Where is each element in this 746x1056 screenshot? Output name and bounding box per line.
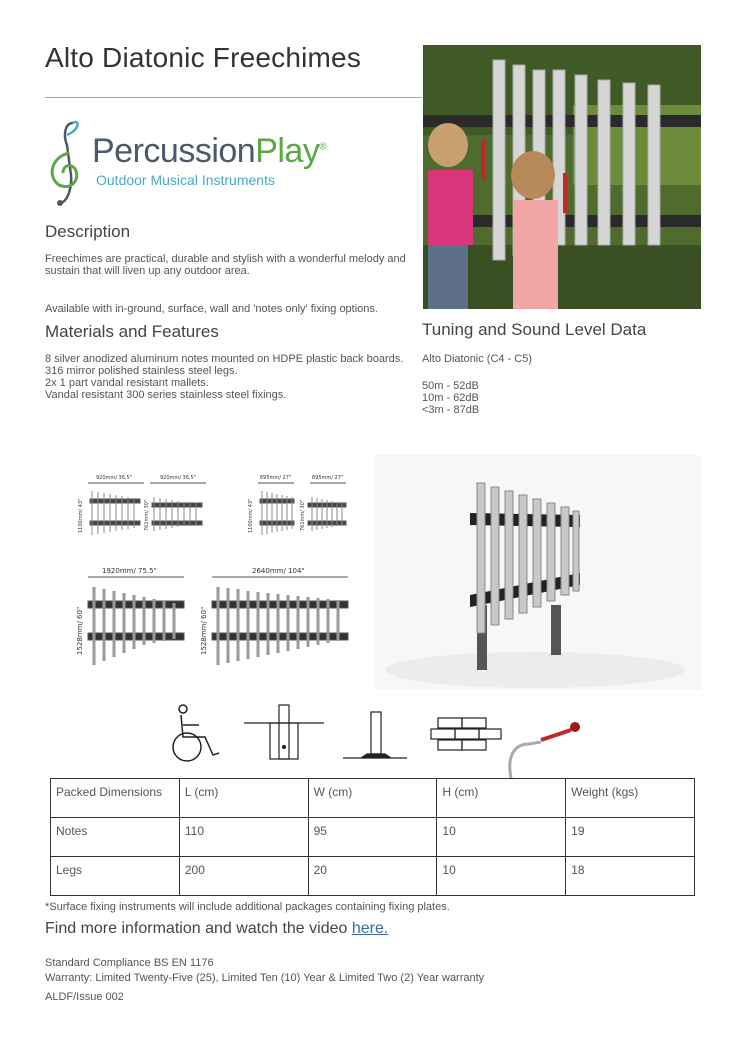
dim-label: 920mm/ 36.5" <box>96 475 132 481</box>
dim-label: 1920mm/ 75.5" <box>102 567 157 575</box>
table-header-cell: W (cm) <box>308 779 437 818</box>
registered-mark: ® <box>319 141 327 153</box>
table-cell: Legs <box>51 857 180 896</box>
dim-label: 920mm/ 36.5" <box>160 475 196 481</box>
product-photo <box>423 45 701 309</box>
table-cell: 19 <box>566 818 695 857</box>
dim-label: 761mm/ 30" <box>300 499 306 531</box>
table-cell: 10 <box>437 857 566 896</box>
table-header-cell: H (cm) <box>437 779 566 818</box>
brand-name-second: Play <box>255 132 320 170</box>
more-info-text: Find more information and watch the video <box>45 920 352 937</box>
table-row <box>51 818 695 857</box>
dim-label: 761mm/ 30" <box>144 499 150 531</box>
table-cell: 110 <box>179 818 308 857</box>
materials-item: 8 silver anodized aluminum notes mounted on HDPE plastic back boards. <box>45 353 404 365</box>
mallet-icon <box>505 718 585 780</box>
dim-label: 1100mm/ 43" <box>248 498 254 533</box>
treble-clef-logo-icon <box>45 115 93 210</box>
more-info <box>45 920 388 938</box>
table-header-cell: Packed Dimensions <box>51 779 180 818</box>
tuning-scale: Alto Diatonic (C4 - C5) <box>422 353 533 365</box>
surface-fixing-icon <box>343 710 407 762</box>
dim-label: 1100mm/ 43" <box>78 498 84 533</box>
table-header-cell: L (cm) <box>179 779 308 818</box>
table-cell: 200 <box>179 857 308 896</box>
wheelchair-accessible-icon <box>165 703 225 765</box>
dim-label: 695mm/ 27" <box>312 475 344 481</box>
table-header-cell: Weight (kgs) <box>566 779 695 818</box>
table-cell: 20 <box>308 857 437 896</box>
table-cell: 95 <box>308 818 437 857</box>
brand-name <box>92 132 326 171</box>
materials-item: 2x 1 part vandal resistant mallets. <box>45 377 209 389</box>
dim-label: 695mm/ 27" <box>260 475 292 481</box>
packed-dimensions-table <box>50 778 695 896</box>
table-cell: Notes <box>51 818 180 857</box>
sound-level-item: <3m - 87dB <box>422 404 480 416</box>
warranty-text: Warranty: Limited Twenty-Five (25), Limited Ten (10) Year & Limited Two (2) Year warranty <box>45 972 485 984</box>
description-text: Freechimes are practical, durable and stylish with a wonderful melody and sustain that will liven up any outdoor area. <box>45 253 406 277</box>
materials-item: Vandal resistant 300 series stainless steel fixings. <box>45 389 287 401</box>
sound-level-item: 10m - 62dB <box>422 392 479 404</box>
video-link[interactable]: here. <box>351 920 389 937</box>
materials-item: 316 mirror polished stainless steel legs. <box>45 365 238 377</box>
table-header-row <box>51 779 695 818</box>
sound-levels <box>422 380 479 416</box>
brand-tagline: Outdoor Musical Instruments <box>96 172 275 188</box>
wall-fixing-icon <box>430 717 502 753</box>
fixing-options-text: Available with in-ground, surface, wall and 'notes only' fixing options. <box>45 303 378 315</box>
table-cell: 18 <box>566 857 695 896</box>
tuning-heading: Tuning and Sound Level Data <box>422 320 647 339</box>
compliance-text: Standard Compliance BS EN 1176 <box>45 957 214 969</box>
issue-code: ALDF/Issue 002 <box>45 991 124 1003</box>
description-heading: Description <box>45 222 131 241</box>
technical-drawings <box>72 465 362 690</box>
materials-heading: Materials and Features <box>45 322 219 341</box>
brand-name-first: Percussion <box>92 132 256 170</box>
title-divider <box>45 97 422 98</box>
table-row <box>51 857 695 896</box>
sound-level-item: 50m - 52dB <box>422 380 479 392</box>
dim-label: 1528mm/ 60" <box>200 606 208 655</box>
footnote: *Surface fixing instruments will include additional packages containing fixing plates. <box>45 901 450 913</box>
product-render <box>375 455 701 690</box>
dim-label: 1528mm/ 60" <box>76 606 84 655</box>
page-title: Alto Diatonic Freechimes <box>45 42 362 73</box>
materials-list <box>45 353 405 401</box>
in-ground-fixing-icon <box>244 703 324 763</box>
dim-label: 2640mm/ 104" <box>252 567 305 575</box>
table-cell: 10 <box>437 818 566 857</box>
